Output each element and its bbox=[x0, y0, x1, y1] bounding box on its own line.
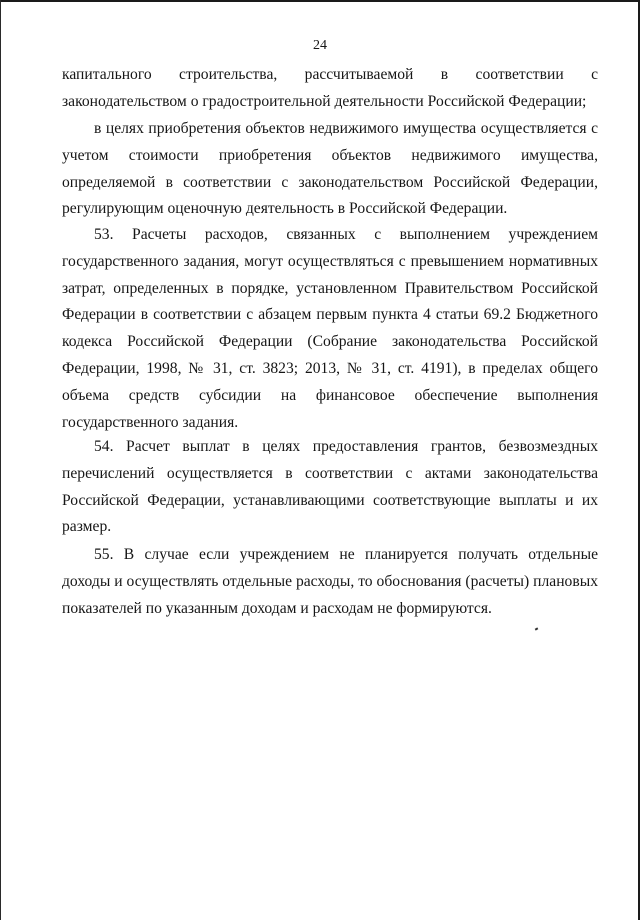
paragraph-continuation: капитального строительства, рассчитываемой в соответствии с законодательством о градостроительной деятельности Российской Федерации; bbox=[62, 66, 598, 110]
paragraph-55: 55. В случае если учреждением не планируется получать отдельные доходы и осуществлять отдельные расходы, то обоснования (расчеты) плановых показателей по указанным доходам и расходам не формируются. bbox=[62, 546, 598, 617]
paragraph-53: 53. Расчеты расходов, связанных с выполнением учреждением государственного задания, могут осуществляться с превышением нормативных затрат, определенных в порядке, установленном Правительством Российской Федерации в соответствии с абзацем первым пункта 4 статьи 69.2 Бюджетного кодекса Российской Федерации (Собрание законодательства Российской Федерации, 1998, № 31, ст. 3823; 2013, № 31, ст. 4191), в пределах общего объема средств субсидии на финансовое обеспечение выполнения государственного задания. bbox=[62, 226, 598, 431]
page-edge-top bbox=[0, 0, 640, 2]
scan-speck bbox=[535, 627, 539, 630]
paragraph-54: 54. Расчет выплат в целях предоставления грантов, безвозмездных перечислений осуществляется в соответствии с актами законодательства Российской Федерации, устанавливающими соответствующие выплаты и их размер. bbox=[62, 438, 598, 536]
paragraph-acquisition: в целях приобретения объектов недвижимого имущества осуществляется с учетом стоимости приобретения объектов недвижимого имущества, определяемой в соответствии с законодательством Российской Федерации, регулирующим оценочную деятельность в Российской Федерации. bbox=[62, 120, 598, 218]
page-edge-left bbox=[0, 0, 1, 920]
page-number: 24 bbox=[313, 38, 327, 53]
